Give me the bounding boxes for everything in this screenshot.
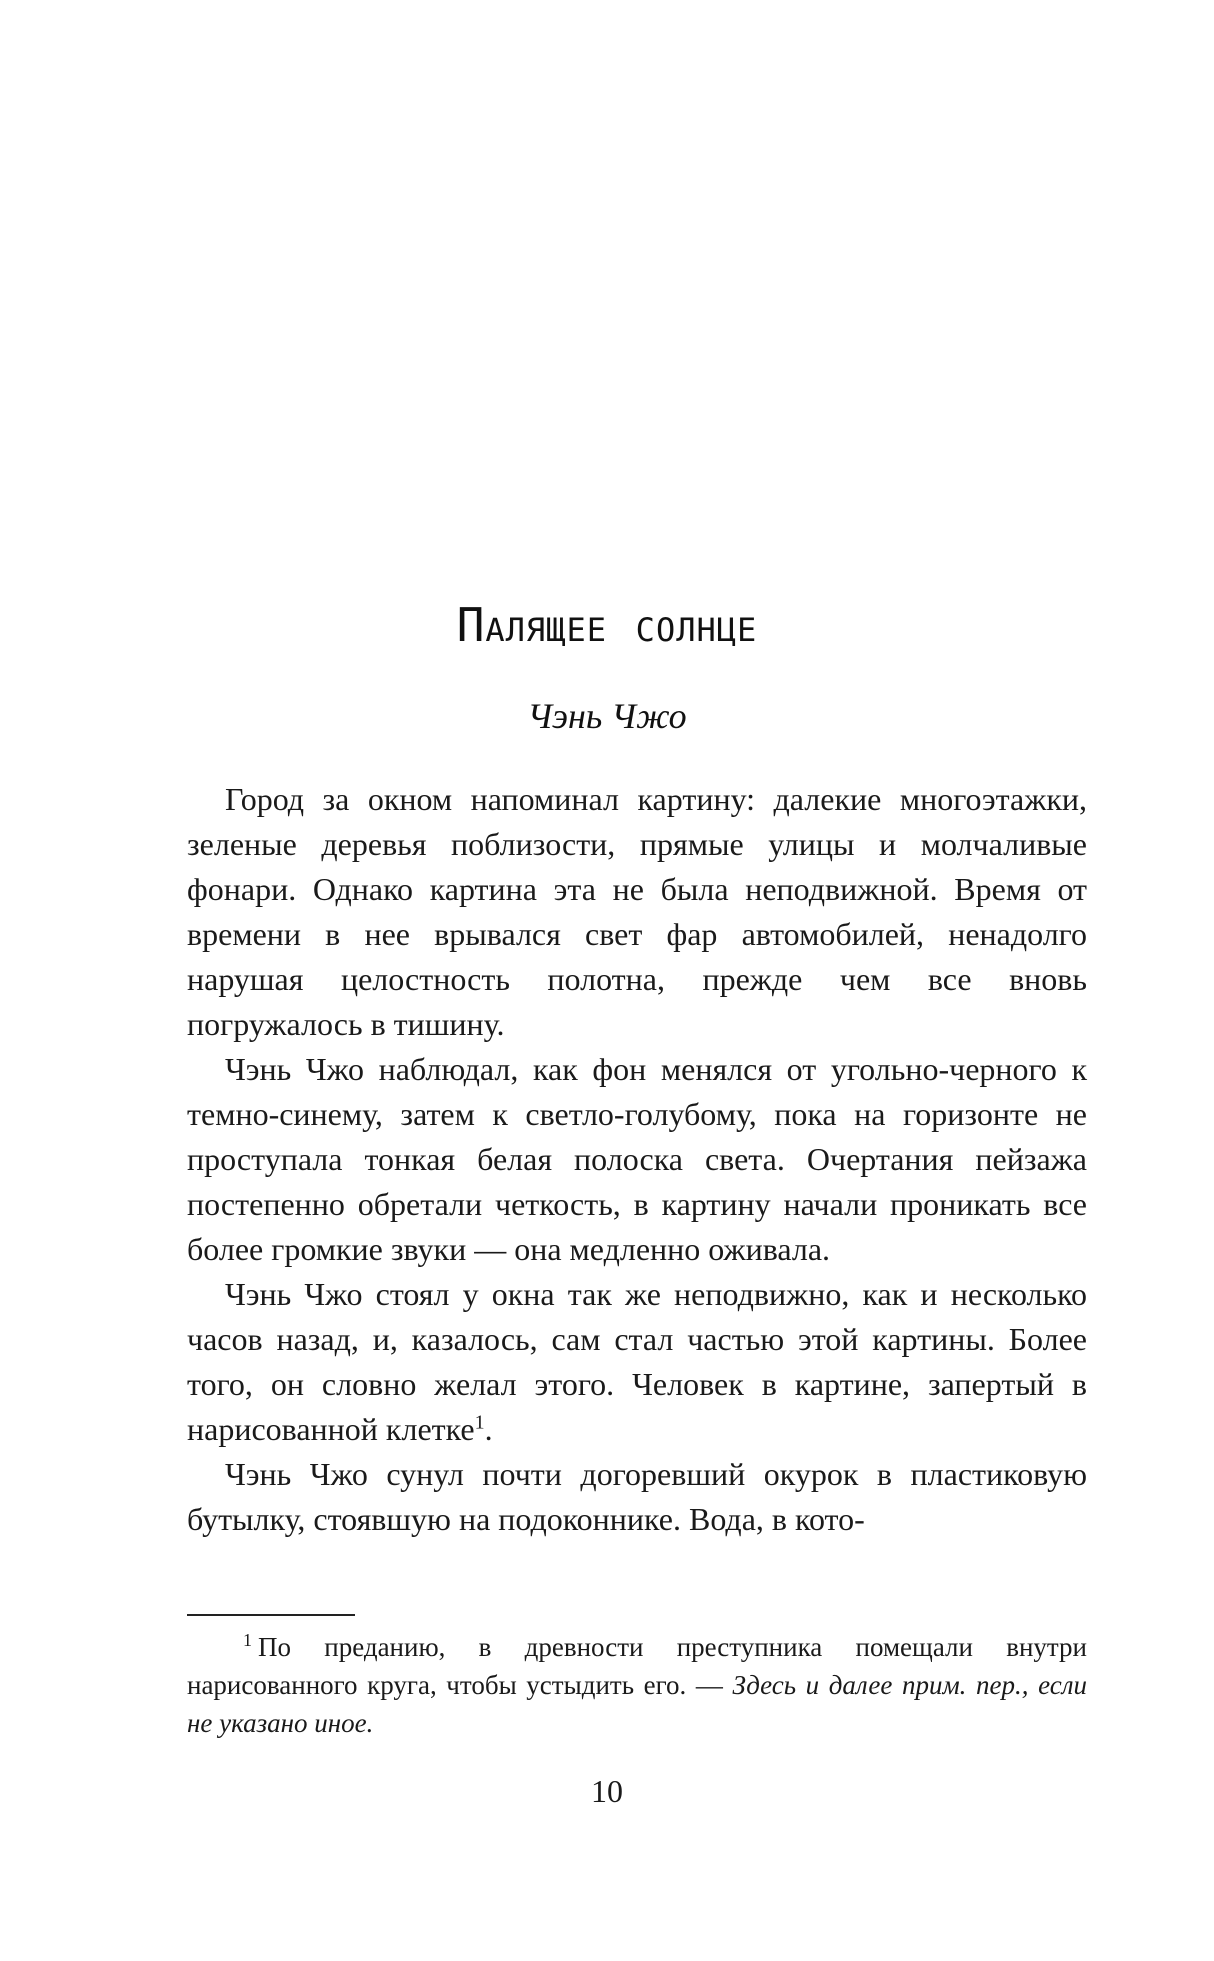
footnote	[187, 1628, 1087, 1742]
page-number: 10	[591, 1773, 623, 1809]
footnote-italic-note: Здесь и далее прим. пер., если не указано иное.	[187, 1670, 1087, 1738]
chapter-author: Чэнь Чжо	[527, 696, 687, 736]
footnote-text: По преданию, в древности преступника помещали внутри нарисованного круга, чтобы устыдить его. —	[187, 1632, 1087, 1700]
footnote-marker: 1	[474, 1411, 485, 1434]
paragraph-3-text: Чэнь Чжо стоял у окна так же неподвижно, как и несколько часов назад, и, казалось, сам стал частью этой картины. Более того, он словно желал этого. Человек в картине, запертый в нарисованной клетке	[187, 1276, 1087, 1447]
paragraph-4: Чэнь Чжо сунул почти догоревший окурок в пластиковую бутылку, стоявшую на подоконнике. Вода, в кото-	[187, 1456, 1087, 1537]
body-text	[187, 777, 1087, 1542]
paragraph-1: Город за окном напоминал картину: далекие многоэтажки, зеленые деревья поблизости, прямые улицы и молчаливые фонари. Однако картина эта не была неподвижной. Время от времени в нее врывался свет фар автомобилей, ненадолго нарушая целостность полотна, прежде чем все вновь погружалось в тишину.	[187, 781, 1087, 1042]
paragraph-3	[187, 1272, 1087, 1452]
footnote-number: 1	[243, 1630, 252, 1650]
paragraph-3-end: .	[484, 1411, 493, 1447]
paragraph-2: Чэнь Чжо наблюдал, как фон менялся от угольно-черного к темно-синему, затем к светло-голубому, пока на горизонте не проступала тонкая белая полоска света. Очертания пейзажа постепенно обретали четкость, в картину начали проникать все более громкие звуки — она медленно оживала.	[187, 1051, 1087, 1267]
footnote-divider	[187, 1614, 355, 1616]
chapter-title: Палящее солнце	[456, 598, 758, 652]
